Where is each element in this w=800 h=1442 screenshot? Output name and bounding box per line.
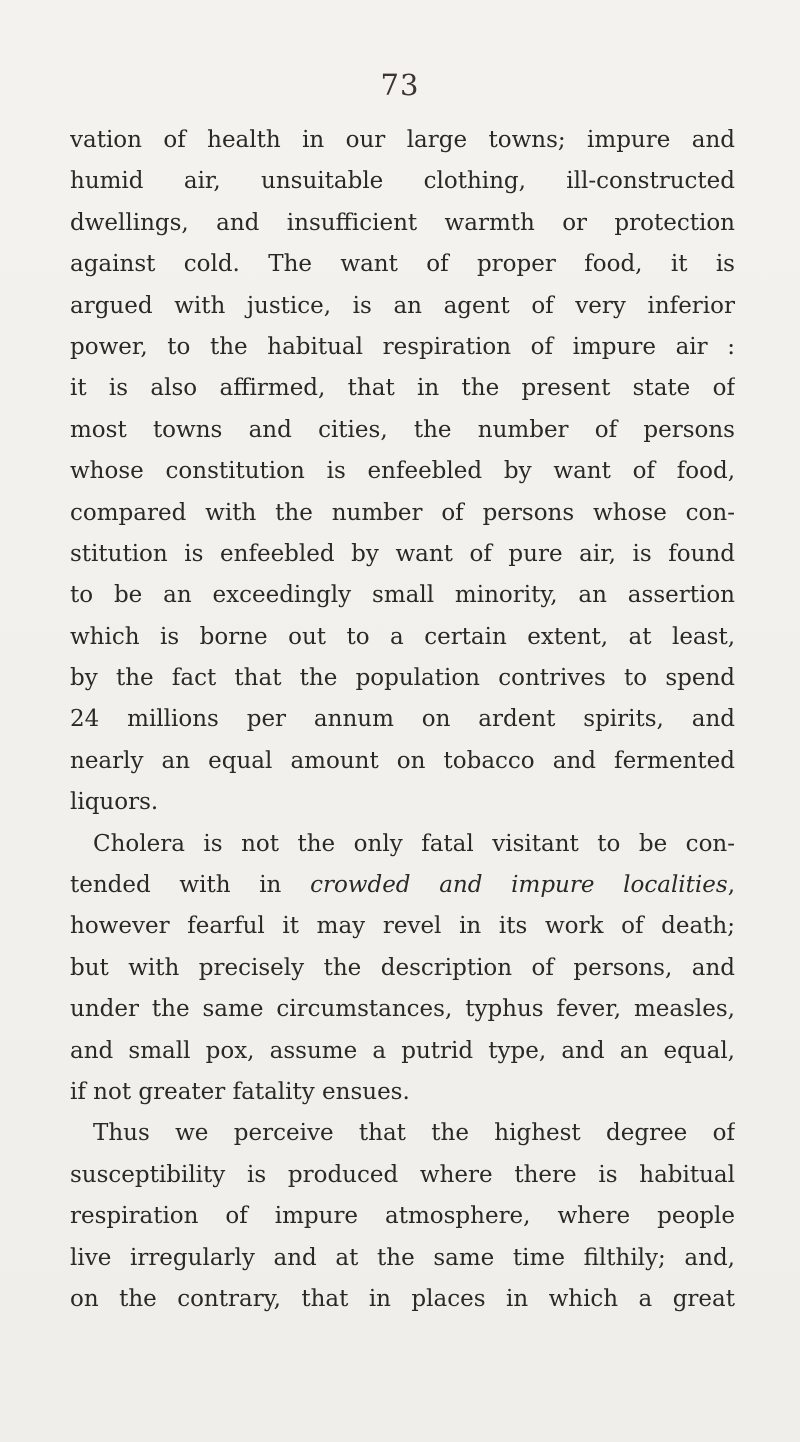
body-text [70, 120, 735, 1320]
text-line: nearly an equal amount on tobacco and fermented [70, 747, 735, 774]
italic-phrase: crowded and impure localities [310, 872, 728, 899]
text-line: stitution is enfeebled by want of pure air, is found [70, 540, 735, 567]
text-line: whose constitution is enfeebled by want of food, [70, 458, 735, 485]
page-number: 73 [380, 68, 420, 102]
text-span: tended with in [70, 872, 311, 899]
text-line: power, to the habitual respiration of impure air : [70, 333, 735, 360]
text-line-mixed [70, 865, 735, 906]
text-line: however fearful it may revel in its work of death; [70, 913, 735, 940]
text-line: against cold. The want of proper food, it is [70, 251, 735, 278]
text-line: on the contrary, that in places in which a great [70, 1285, 735, 1312]
text-line: but with precisely the description of persons, and [70, 954, 735, 981]
text-line: humid air, unsuitable clothing, ill-constructed [70, 168, 735, 195]
text-line: under the same circumstances, typhus fever, measles, [70, 996, 735, 1023]
text-line: susceptibility is produced where there is habitual [70, 1161, 735, 1188]
text-line: to be an exceedingly small minority, an assertion [70, 582, 735, 609]
text-line: Thus we perceive that the highest degree of [93, 1120, 735, 1147]
text-line: dwellings, and insufficient warmth or protection [70, 209, 735, 236]
text-line: compared with the number of persons whose con- [70, 499, 735, 526]
text-line: it is also affirmed, that in the present state of [70, 375, 735, 402]
text-line: argued with justice, is an agent of very inferior [70, 292, 735, 319]
text-line: liquors. [70, 789, 159, 816]
text-line: if not greater fatality ensues. [70, 1079, 410, 1105]
text-line: 24 millions per annum on ardent spirits, and [70, 706, 735, 733]
text-line: most towns and cities, the number of persons [70, 416, 735, 443]
text-line: live irregularly and at the same time filthily; and, [70, 1244, 735, 1271]
text-line: vation of health in our large towns; impure and [70, 127, 735, 153]
text-line: respiration of impure atmosphere, where people [70, 1203, 735, 1230]
text-span: , [727, 872, 735, 899]
text-line: which is borne out to a certain extent, at least, [70, 623, 735, 650]
text-line: by the fact that the population contrives to spend [70, 665, 735, 692]
text-line: Cholera is not the only fatal visitant to be con- [93, 830, 735, 857]
text-line: and small pox, assume a putrid type, and an equal, [70, 1037, 735, 1064]
